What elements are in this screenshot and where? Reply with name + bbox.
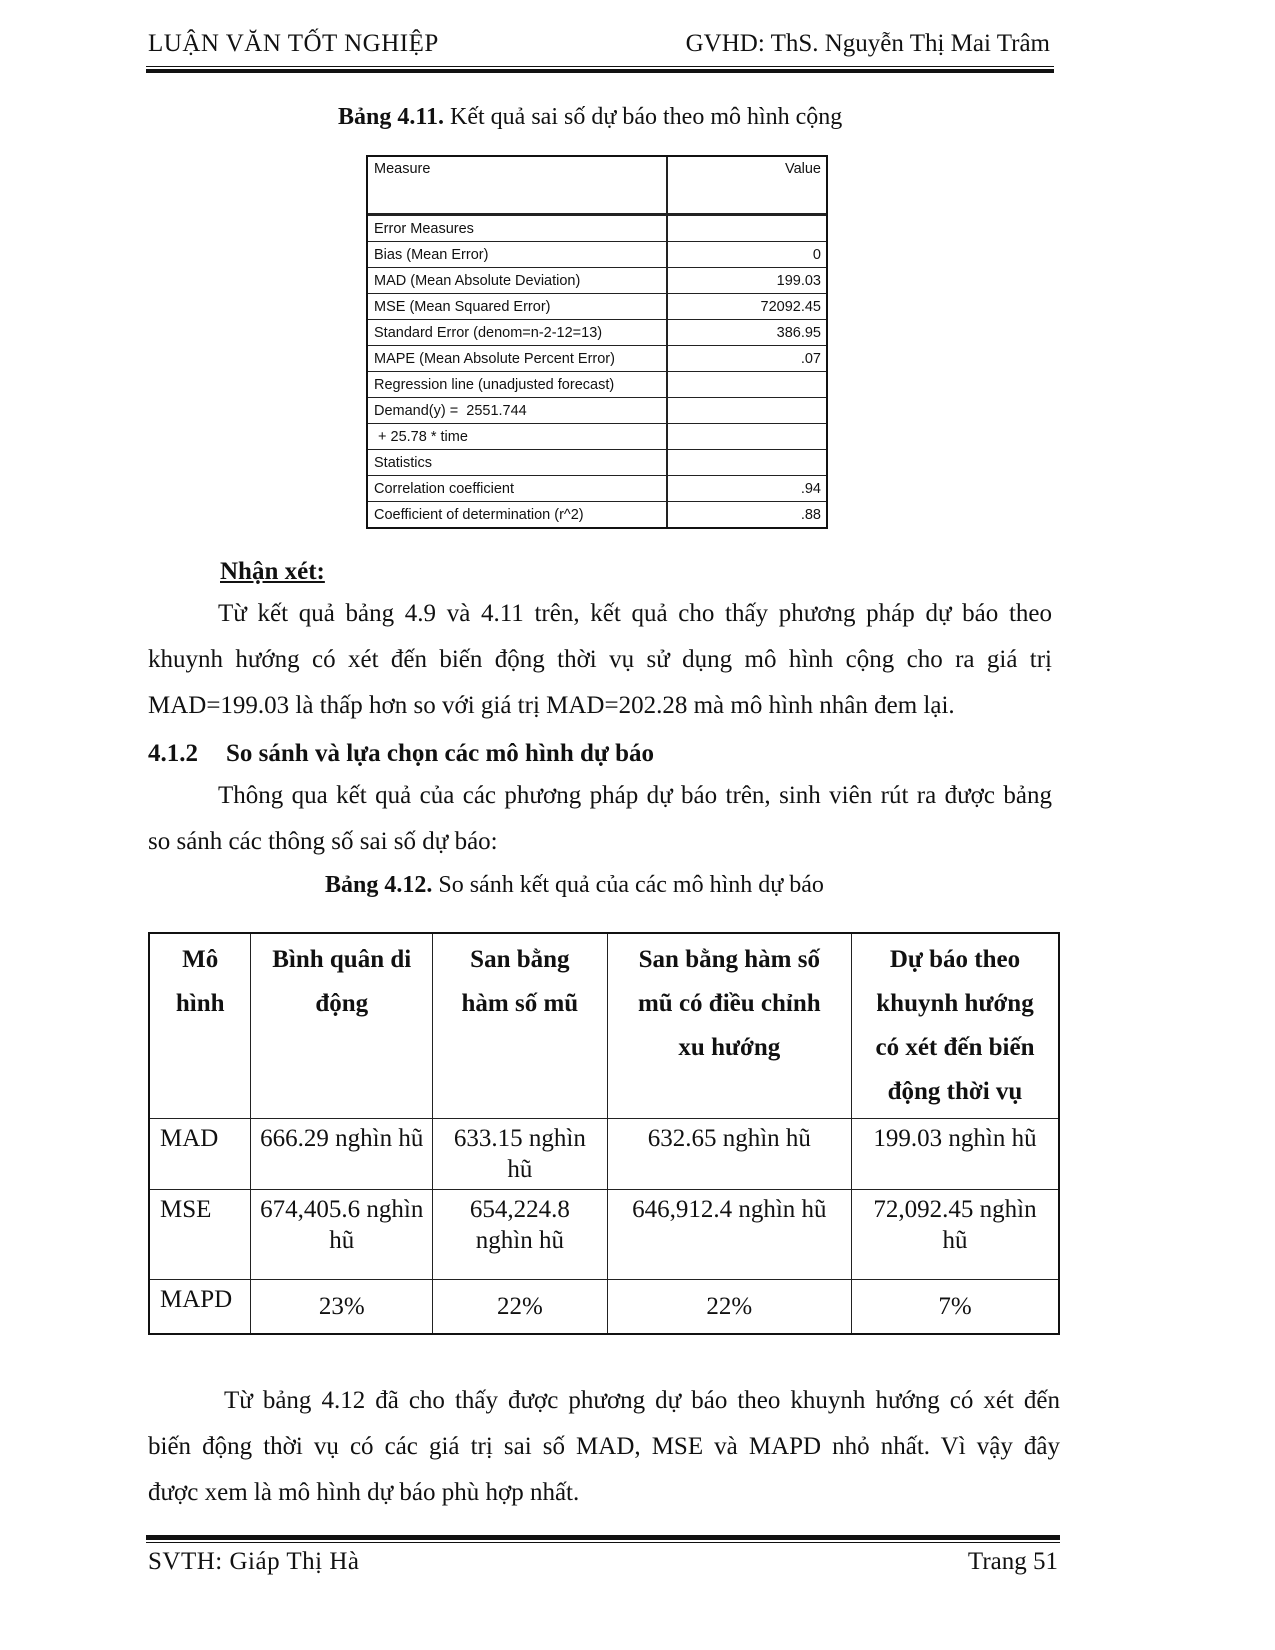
table-row bbox=[149, 1190, 1059, 1280]
row-value: 0 bbox=[812, 246, 821, 263]
thesis-title: LUẬN VĂN TỐT NGHIỆP bbox=[148, 30, 439, 57]
value-cell: 654,224.8 nghìn hũ bbox=[433, 1190, 608, 1280]
row-value: .94 bbox=[800, 480, 821, 497]
section-number: 4.1.2 bbox=[148, 740, 198, 767]
table-row bbox=[368, 475, 826, 501]
table-row bbox=[149, 1119, 1059, 1190]
row-label: Standard Error (denom=n-2-12=13) bbox=[368, 320, 668, 345]
model-cell: MAD bbox=[149, 1119, 251, 1190]
table-row bbox=[368, 371, 826, 397]
row-label: Correlation coefficient bbox=[368, 476, 668, 501]
column-header: Dự báo theo khuynh hướng có xét đến biến động thời vụ bbox=[851, 933, 1059, 1119]
page-footer bbox=[148, 1548, 1058, 1584]
caption-label: Bảng 4.12. bbox=[325, 872, 433, 898]
row-label: Regression line (unadjusted forecast) bbox=[368, 372, 668, 397]
caption-text: Kết quả sai số dự báo theo mô hình cộng bbox=[444, 104, 843, 130]
page-number: Trang 51 bbox=[967, 1548, 1058, 1575]
row-label: Demand(y) = 2551.744 bbox=[368, 398, 668, 423]
row-value bbox=[668, 424, 826, 449]
row-label: Error Measures bbox=[368, 216, 668, 241]
row-label: Coefficient of determination (r^2) bbox=[368, 502, 668, 527]
row-value: 199.03 bbox=[776, 272, 821, 289]
table-header-row bbox=[149, 933, 1059, 1119]
value-cell: 23% bbox=[251, 1280, 433, 1334]
paragraph-line: Thông qua kết quả của các phương pháp dự báo trên, sinh viên rút ra được bảng bbox=[218, 782, 1052, 809]
value-cell: 633.15 nghìn hũ bbox=[433, 1119, 608, 1190]
table-row bbox=[368, 241, 826, 267]
paragraph-line: so sánh các thông số sai số dự báo: bbox=[148, 828, 498, 855]
paragraph-line: được xem là mô hình dự báo phù hợp nhất. bbox=[148, 1479, 580, 1506]
header-rule-thick bbox=[146, 69, 1054, 73]
paragraph-line: MAD=199.03 là thấp hơn so với giá trị MAD=202.28 mà mô hình nhân đem lại. bbox=[148, 692, 955, 719]
row-label: MAPE (Mean Absolute Percent Error) bbox=[368, 346, 668, 371]
row-value: 72092.45 bbox=[760, 298, 821, 315]
page-header bbox=[148, 30, 1050, 70]
row-value: .07 bbox=[800, 350, 821, 367]
value-cell: 199.03 nghìn hũ bbox=[851, 1119, 1059, 1190]
row-value bbox=[668, 372, 826, 397]
remark-paragraph bbox=[148, 591, 1052, 729]
value-cell: 666.29 nghìn hũ bbox=[251, 1119, 433, 1190]
column-header: San bằng hàm số mũ có điều chỉnh xu hướng bbox=[607, 933, 851, 1119]
table-row bbox=[368, 501, 826, 527]
header-rule-thin bbox=[146, 66, 1054, 67]
table-row bbox=[368, 267, 826, 293]
row-label: Bias (Mean Error) bbox=[368, 242, 668, 267]
table-row bbox=[149, 1280, 1059, 1334]
model-cell: MAPD bbox=[149, 1280, 251, 1334]
error-measures-table bbox=[366, 155, 828, 529]
caption-text: So sánh kết quả của các mô hình dự báo bbox=[432, 872, 824, 898]
table-row bbox=[368, 423, 826, 449]
row-value bbox=[668, 398, 826, 423]
table-row bbox=[368, 397, 826, 423]
value-cell: 7% bbox=[851, 1280, 1059, 1334]
paragraph-line: Từ kết quả bảng 4.9 và 4.11 trên, kết quả cho thấy phương pháp dự báo theo bbox=[218, 600, 1052, 627]
column-header: San bằng hàm số mũ bbox=[433, 933, 608, 1119]
paragraph-line: khuynh hướng có xét đến biến động thời vụ sử dụng mô hình cộng cho ra giá trị bbox=[148, 646, 1052, 673]
column-header-measure: Measure bbox=[368, 157, 668, 213]
row-label: MAD (Mean Absolute Deviation) bbox=[368, 268, 668, 293]
section-paragraph bbox=[148, 773, 1052, 865]
table-row bbox=[368, 345, 826, 371]
value-cell: 646,912.4 nghìn hũ bbox=[607, 1190, 851, 1280]
column-header: Mô hình bbox=[149, 933, 251, 1119]
row-label: MSE (Mean Squared Error) bbox=[368, 294, 668, 319]
value-cell: 22% bbox=[607, 1280, 851, 1334]
conclusion-paragraph bbox=[148, 1378, 1060, 1516]
row-value bbox=[668, 216, 826, 241]
column-header: Bình quân di động bbox=[251, 933, 433, 1119]
row-value: 386.95 bbox=[776, 324, 821, 341]
value-cell: 22% bbox=[433, 1280, 608, 1334]
row-label: Statistics bbox=[368, 450, 668, 475]
section-heading bbox=[148, 740, 654, 768]
table-header-row bbox=[368, 157, 826, 214]
caption-label: Bảng 4.11. bbox=[338, 104, 445, 130]
paragraph-line: biến động thời vụ có các giá trị sai số MAD, MSE và MAPD nhỏ nhất. Vì vậy đây bbox=[148, 1433, 1060, 1460]
table-4-11-caption bbox=[338, 104, 842, 131]
table-row bbox=[368, 319, 826, 345]
student-name: SVTH: Giáp Thị Hà bbox=[148, 1548, 360, 1575]
table-row bbox=[368, 449, 826, 475]
column-header-value: Value bbox=[784, 161, 821, 177]
model-cell: MSE bbox=[149, 1190, 251, 1280]
row-value bbox=[668, 450, 826, 475]
footer-rule-thick bbox=[146, 1535, 1060, 1540]
row-label: + 25.78 * time bbox=[368, 424, 668, 449]
model-comparison-table bbox=[148, 932, 1060, 1335]
table-row bbox=[368, 293, 826, 319]
table-4-12-caption bbox=[325, 872, 824, 899]
table-row bbox=[368, 214, 826, 241]
remark-heading: Nhận xét: bbox=[220, 558, 325, 585]
supervisor-name: GVHD: ThS. Nguyễn Thị Mai Trâm bbox=[685, 30, 1050, 57]
row-value: .88 bbox=[800, 506, 821, 523]
value-cell: 632.65 nghìn hũ bbox=[607, 1119, 851, 1190]
footer-rule-thin bbox=[146, 1542, 1060, 1543]
value-cell: 72,092.45 nghìn hũ bbox=[851, 1190, 1059, 1280]
section-title: So sánh và lựa chọn các mô hình dự báo bbox=[226, 740, 655, 767]
paragraph-line: Từ bảng 4.12 đã cho thấy được phương dự báo theo khuynh hướng có xét đến bbox=[224, 1387, 1060, 1414]
value-cell: 674,405.6 nghìn hũ bbox=[251, 1190, 433, 1280]
